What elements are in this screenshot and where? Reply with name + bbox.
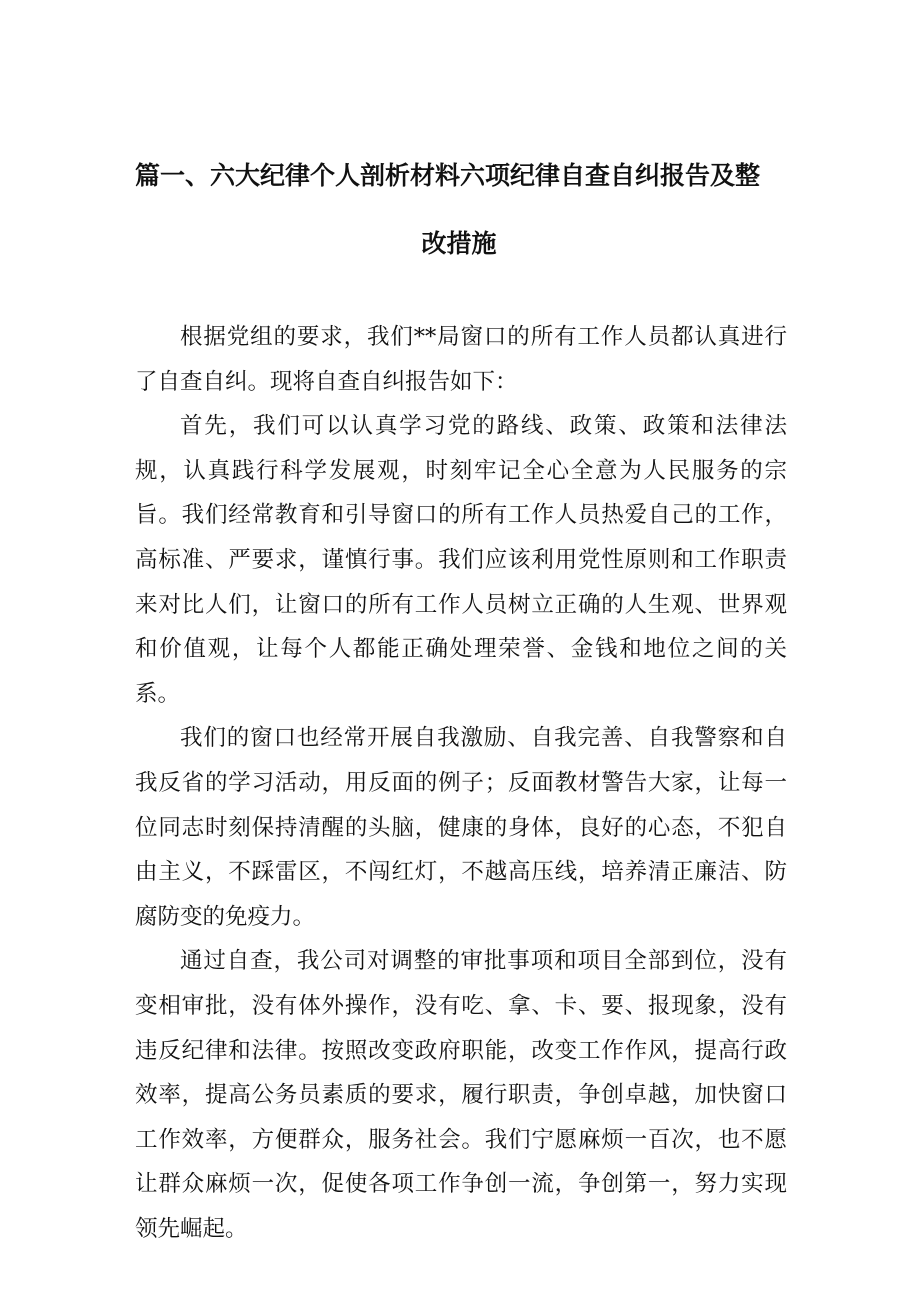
title-line-2: 改措施 (421, 229, 497, 258)
paragraph-self-check: 通过自查，我公司对调整的审批事项和项目全部到位，没有变相审批，没有体外操作，没有吃、拿、卡、要、报现象，没有违反纪律和法律。按照改变政府职能，改变工作作风，提高行政效率，提高公务员素质的要求，履行职责，争创卓越，加快窗口工作效率，方便群众，服务社会。我们宁愿麻烦一百次，也不愿让群众麻烦一次，促使各项工作争创一流，争创第一，努力实现领先崛起。 (135, 948, 787, 1242)
paragraph-first: 首先，我们可以认真学习党的路线、政策、政策和法律法规，认真践行科学发展观，时刻牢记全心全意为人民服务的宗旨。我们经常教育和引导窗口的所有工作人员热爱自己的工作，高标准、严要求，谨慎行事。我们应该利用党性原则和工作职责来对比人们，让窗口的所有工作人员树立正确的人生观、世界观和价值观，让每个人都能正确处理荣誉、金钱和地位之间的关系。 (135, 413, 787, 707)
paragraph-intro: 根据党组的要求，我们**局窗口的所有工作人员都认真进行了自查自纠。现将自查自纠报告如下： (135, 324, 787, 395)
document-title (135, 158, 775, 262)
document-body (135, 315, 787, 1251)
paragraph-window-activities: 我们的窗口也经常开展自我激励、自我完善、自我警察和自我反省的学习活动，用反面的例子；反面教材警告大家，让每一位同志时刻保持清醒的头脑，健康的身体，良好的心态，不犯自由主义，不踩雷区，不闯红灯，不越高压线，培养清正廉洁、防腐防变的免疫力。 (135, 725, 787, 930)
title-line-1: 篇一、六大纪律个人剖析材料六项纪律自查自纠报告及整 (135, 161, 761, 190)
